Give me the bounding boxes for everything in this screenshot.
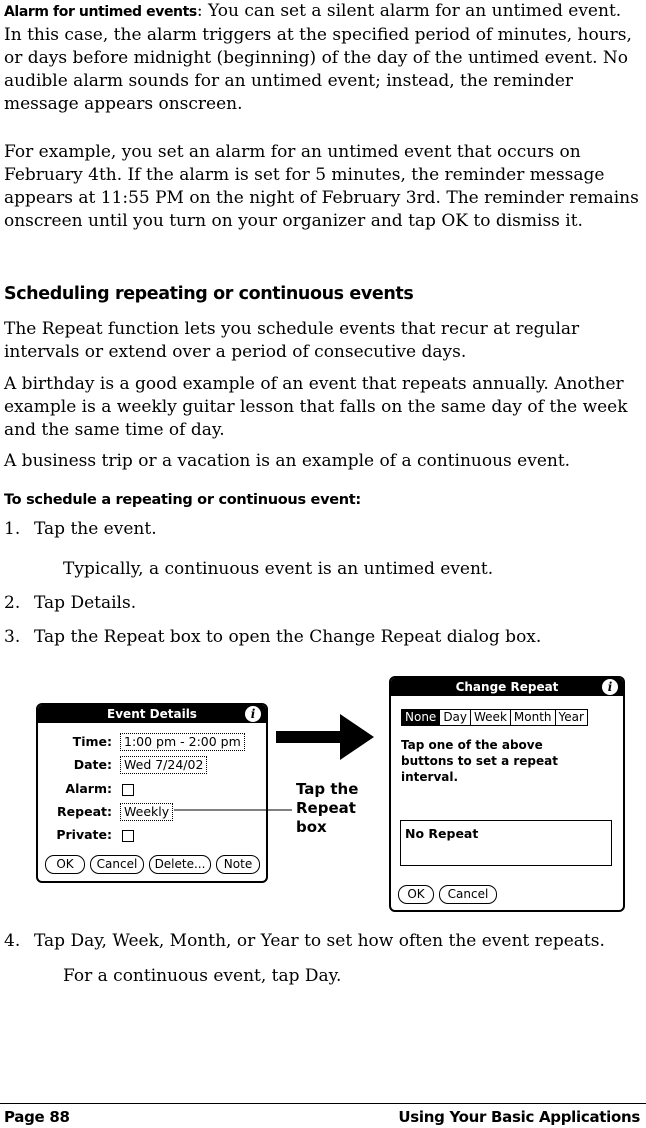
tab-day[interactable]: Day: [440, 710, 471, 725]
ok-button[interactable]: OK: [398, 885, 434, 904]
page-number: Page 88: [4, 1108, 70, 1126]
status-text: No Repeat: [405, 826, 479, 841]
repeat-label: Repeat:: [57, 804, 112, 819]
chapter-title: Using Your Basic Applications: [398, 1108, 640, 1126]
step-2: 2. Tap Details.: [4, 593, 137, 613]
example-paragraph: For example, you set an alarm for an untimed event that occurs on February 4th. If the alarm is set for 5 minutes, the reminder message appears at 11:55 PM on the night of February 3rd. The reminder remains onscreen until you turn on your organizer and tap OK to dismiss it.: [4, 142, 639, 231]
private-label: Private:: [56, 827, 112, 842]
info-icon[interactable]: i: [602, 679, 618, 695]
date-field[interactable]: Wed 7/24/02: [120, 756, 207, 774]
arrow-right-icon: [276, 714, 374, 760]
event-details-title: Event Details: [38, 705, 266, 723]
footer-rule: [0, 1103, 646, 1104]
tab-none[interactable]: None: [402, 710, 440, 725]
change-repeat-title: Change Repeat: [391, 678, 623, 696]
instruction-text: Tap one of the above buttons to set a repeat interval.: [401, 738, 558, 784]
step-3: 3. Tap the Repeat box to open the Change Repeat dialog box.: [4, 627, 542, 647]
time-field[interactable]: 1:00 pm - 2:00 pm: [120, 733, 245, 751]
section-heading: Scheduling repeating or continuous events: [4, 284, 414, 304]
repeat-box[interactable]: Weekly: [120, 803, 173, 821]
change-repeat-screen: [389, 676, 625, 912]
repeat-paragraph: The Repeat function lets you schedule events that recur at regular intervals or extend over a period of consecutive days.: [4, 319, 580, 362]
repeat-tabs: [401, 709, 588, 726]
repeat-status-box: [400, 820, 612, 866]
tab-week[interactable]: Week: [471, 710, 511, 725]
tab-year[interactable]: Year: [558, 710, 584, 724]
callout-text: Tap the Repeat box: [296, 780, 359, 836]
delete-button[interactable]: Delete...: [149, 855, 211, 874]
alarm-label: Alarm:: [65, 781, 112, 796]
step-4-note: For a continuous event, tap Day.: [63, 966, 342, 986]
step-1: 1. Tap the event.: [4, 519, 157, 539]
procedure-heading: To schedule a repeating or continuous event:: [4, 492, 361, 508]
cancel-button[interactable]: Cancel: [90, 855, 144, 874]
info-icon[interactable]: i: [245, 706, 261, 722]
cancel-button[interactable]: Cancel: [439, 885, 497, 904]
date-label: Date:: [73, 757, 112, 772]
note-button[interactable]: Note: [216, 855, 260, 874]
run-in-heading: Alarm for untimed events: [4, 4, 197, 20]
tab-month[interactable]: Month: [511, 710, 556, 725]
business-paragraph: A business trip or a vacation is an example of a continuous event.: [4, 451, 571, 471]
birthday-paragraph: A birthday is a good example of an event that repeats annually. Another example is a weekly guitar lesson that falls on the same day of the week and the same time of day.: [4, 374, 628, 440]
time-label: Time:: [72, 734, 112, 749]
step-1-note: Typically, a continuous event is an untimed event.: [63, 559, 494, 579]
ok-button[interactable]: OK: [45, 855, 85, 874]
intro-paragraph: Alarm for untimed events: You can set a silent alarm for an untimed event. In this case, the alarm triggers at the specified period of minutes, hours, or days before midnight (beginning) of the day of the untimed event. No audible alarm sounds for an untimed event; instead, the reminder message appears onscreen.: [4, 1, 632, 114]
step-4: 4. Tap Day, Week, Month, or Year to set how often the event repeats.: [4, 931, 605, 951]
